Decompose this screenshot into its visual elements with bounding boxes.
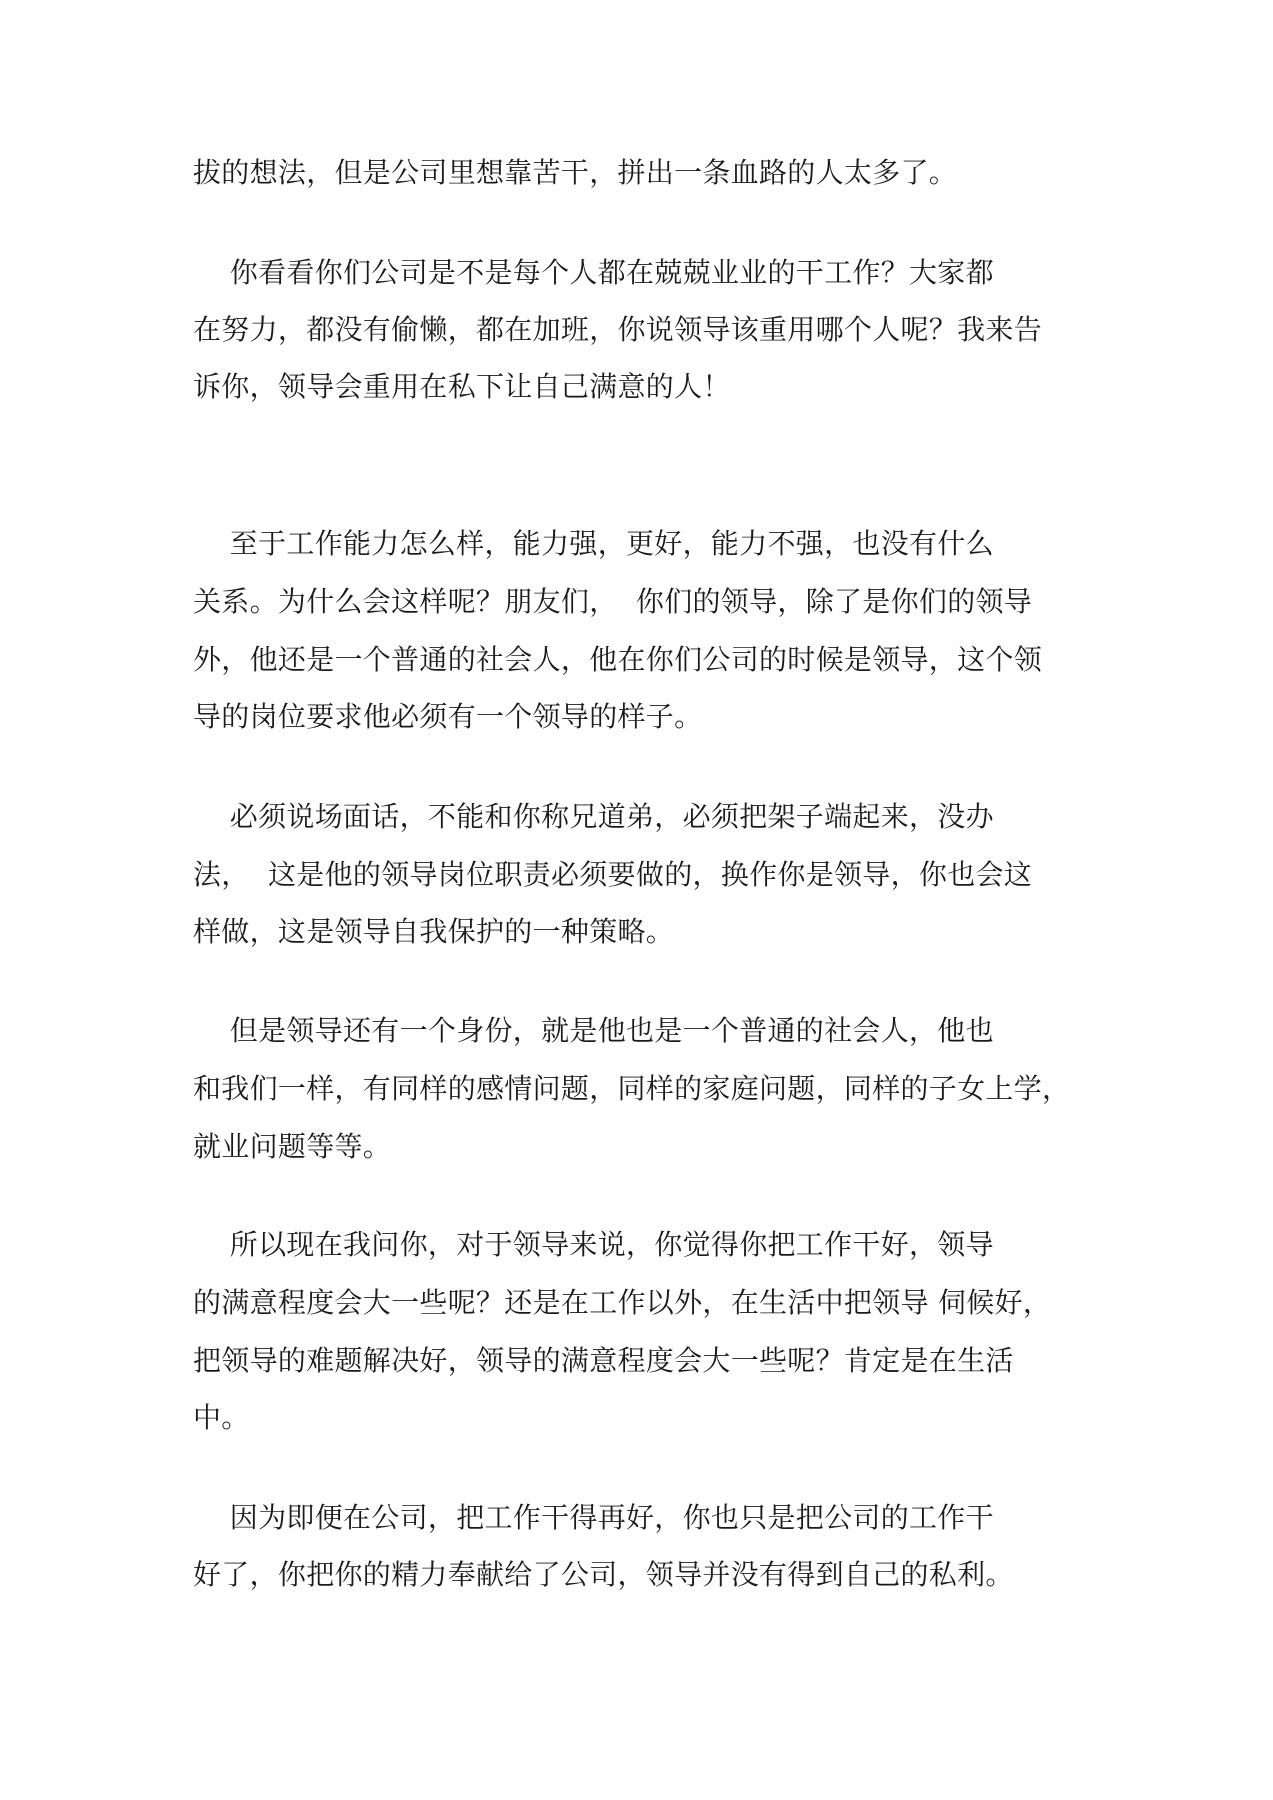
paragraph-3-line-4: 导的岗位要求他必须有一个领导的样子。	[193, 700, 703, 733]
paragraph-5-line-1: 但是领导还有一个身份，就是他也是一个普通的社会人，他也	[193, 1014, 994, 1047]
paragraph-6-line-1: 所以现在我问你，对于领导来说，你觉得你把工作干好，领导	[193, 1228, 994, 1261]
paragraph-3-line-2: 关系。为什么会这样呢？朋友们， 你们的领导，除了是你们的领导	[193, 585, 1033, 618]
paragraph-5-line-2: 和我们一样，有同样的感情问题，同样的家庭问题，同样的子女上学，	[193, 1072, 1071, 1105]
paragraph-6-line-3: 把领导的难题解决好，领导的满意程度会大一些呢？肯定是在生活	[193, 1344, 1014, 1377]
paragraph-2-line-2: 在努力，都没有偷懒，都在加班，你说领导该重用哪个人呢？我来告	[193, 313, 1043, 346]
paragraph-4-line-3: 样做，这是领导自我保护的一种策略。	[193, 915, 675, 948]
paragraph-7-line-1: 因为即便在公司，把工作干得再好，你也只是把公司的工作干	[193, 1501, 994, 1534]
paragraph-4-line-1: 必须说场面话，不能和你称兄道弟，必须把架子端起来，没办	[193, 800, 994, 833]
paragraph-6-line-4: 中。	[193, 1401, 250, 1434]
paragraph-3-line-1: 至于工作能力怎么样，能力强，更好，能力不强，也没有什么	[193, 527, 994, 560]
paragraph-6-line-2: 的满意程度会大一些呢？还是在工作以外，在生活中把领导 伺候好，	[193, 1286, 1052, 1319]
paragraph-7-line-2: 好了，你把你的精力奉献给了公司，领导并没有得到自己的私利。	[193, 1558, 1014, 1591]
paragraph-2-line-1: 你看看你们公司是不是每个人都在兢兢业业的干工作？大家都	[193, 256, 994, 289]
paragraph-1-line-1: 拔的想法，但是公司里想靠苦干，拼出一条血路的人太多了。	[193, 156, 958, 189]
paragraph-5-line-3: 就业问题等等。	[193, 1130, 392, 1163]
paragraph-3-line-3: 外，他还是一个普通的社会人，他在你们公司的时候是领导，这个领	[193, 643, 1043, 676]
paragraph-4-line-2: 法， 这是他的领导岗位职责必须要做的，换作你是领导，你也会这	[193, 858, 1033, 891]
paragraph-2-line-3: 诉你，领导会重用在私下让自己满意的人！	[193, 370, 731, 403]
